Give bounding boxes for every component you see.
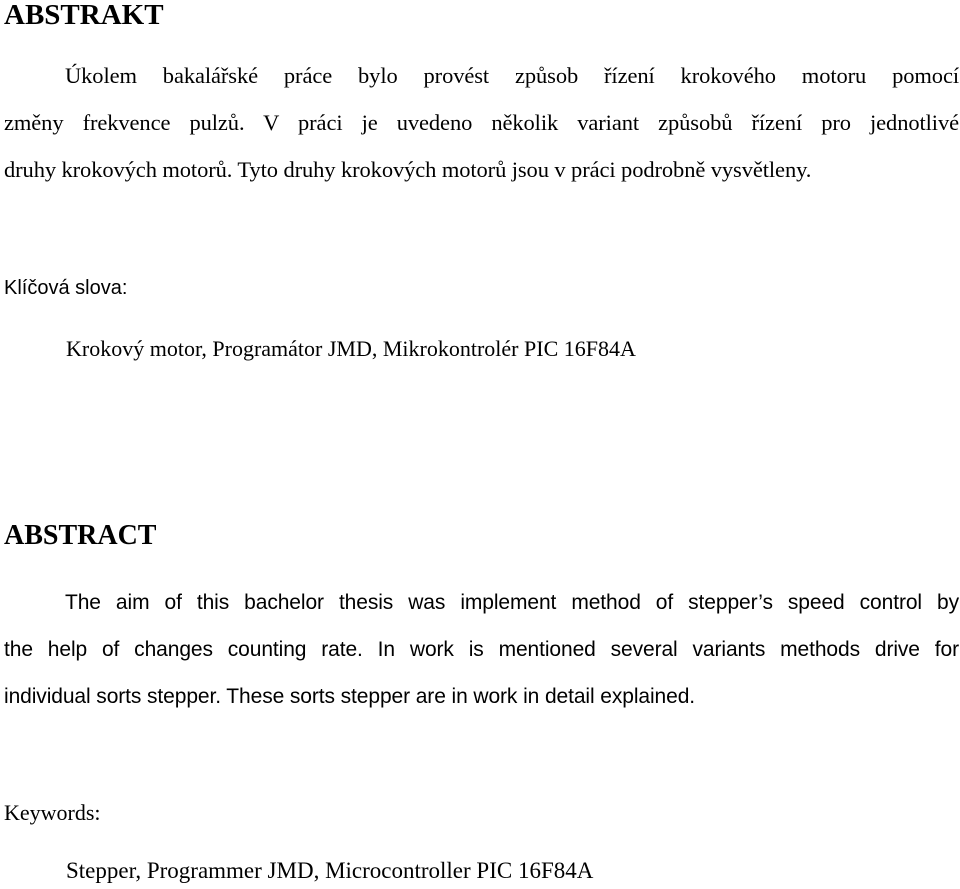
english-keywords-label: Keywords: — [4, 800, 101, 825]
english-abstract-paragraph — [4, 579, 959, 720]
english-paragraph-line-3: individual sorts stepper. These sorts stepper are in work in detail explained. — [4, 685, 696, 708]
czech-paragraph-line-1: Úkolem bakalářské práce bylo provést způsob řízení krokového motoru pomocí — [65, 63, 959, 88]
czech-abstract-heading: ABSTRAKT — [4, 0, 164, 31]
english-paragraph-line-1: The aim of this bachelor thesis was implement method of stepper’s speed control by — [65, 591, 959, 614]
english-abstract-heading: ABSTRACT — [4, 520, 157, 551]
english-keywords: Stepper, Programmer JMD, Microcontroller PIC 16F84A — [66, 858, 594, 883]
english-paragraph-line-2: the help of changes counting rate. In work is mentioned several variants methods drive for — [4, 638, 959, 661]
czech-keywords: Krokový motor, Programátor JMD, Mikrokontrolér PIC 16F84A — [66, 336, 636, 361]
czech-keywords-label: Klíčová slova: — [4, 277, 128, 299]
czech-paragraph-line-3: druhy krokových motorů. Tyto druhy krokových motorů jsou v práci podrobně vysvětleny. — [4, 157, 812, 182]
czech-abstract-paragraph — [4, 52, 959, 193]
czech-paragraph-line-2: změny frekvence pulzů. V práci je uvedeno několik variant způsobů řízení pro jednotlivé — [4, 110, 959, 135]
